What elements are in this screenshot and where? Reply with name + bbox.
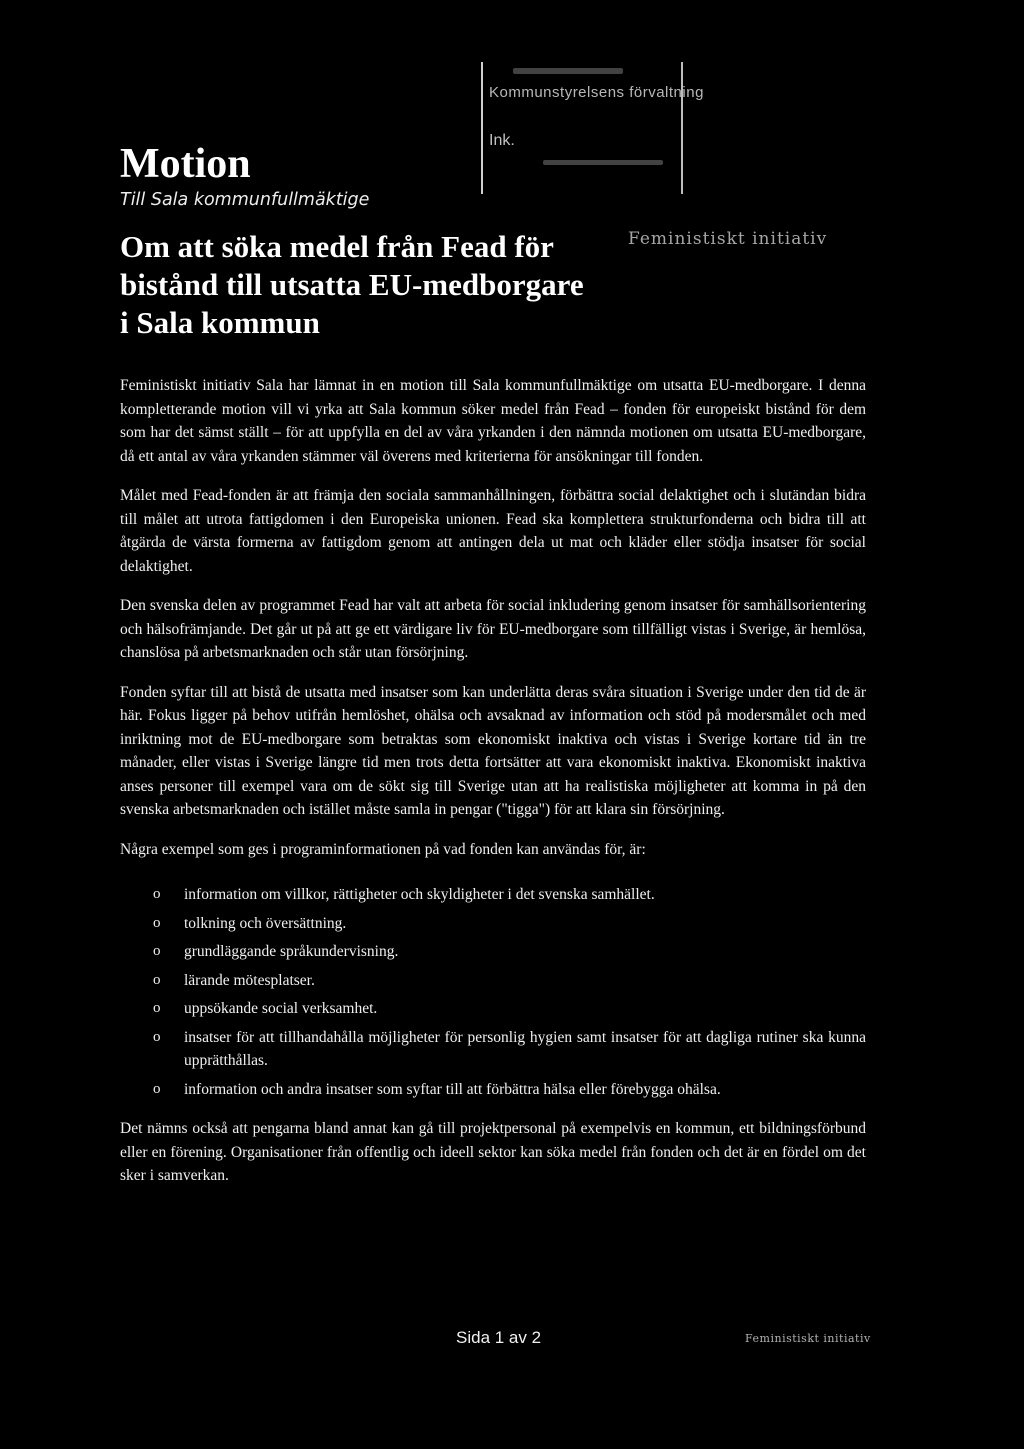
paragraph: Några exempel som ges i programinformationen på vad fonden kan användas för, är: [120, 840, 646, 858]
motion-body [120, 374, 866, 1204]
list-item-text: grundläggande språkundervisning. [184, 943, 399, 960]
paragraph: Feministiskt initiativ Sala har lämnat in en motion till Sala kommunfullmäktige om utsatta EU-medborgare. I denna kompletterande motion vill vi yrka att Sala kommun söker medel från Fead – fonden för europeiskt bistånd för dem som har det sämst ställt – för att uppfylla en del av våra yrkanden i den nämnda motionen om utsatta EU-medborgare, då ett antal av våra yrkanden stämmer väl överens med kriterierna för ansökningar till fonden. [120, 377, 866, 465]
list-item-text: information och andra insatser som syftar till att förbättra hälsa eller förebygga ohälsa. [184, 1080, 721, 1098]
bullet-icon: o [153, 1080, 161, 1097]
list-item [120, 883, 866, 907]
page-subtitle: Till Sala kommunfullmäktige [120, 190, 370, 210]
list-item-text: uppsökande social verksamhet. [184, 1000, 378, 1017]
page-title: Motion [120, 141, 251, 187]
list-item [120, 969, 866, 993]
list-item-text: insatser för att tillhandahålla möjligheter för personlig hygien samt insatser för att dagliga rutiner ska kunna upprätthållas. [184, 1028, 866, 1069]
bullet-icon: o [153, 886, 161, 902]
paragraph: Målet med Fead-fonden är att främja den sociala sammanhållningen, förbättra social delaktighet och i slutändan bidra till målet att utrota fattigdomen i den Europeiska unionen. Fead ska komplettera strukturfonderna och bidra till att åtgärda de värsta formerna av fattigdom genom att antingen dela ut mat och kläder eller stödja insatser för social delaktighet. [120, 487, 866, 575]
list-item [120, 940, 866, 964]
list-item [120, 1026, 866, 1073]
bullet-icon: o [153, 1028, 161, 1045]
bullet-icon: o [153, 971, 161, 988]
stamp-smudge [513, 68, 623, 74]
list-item-text: information om villkor, rättigheter och skyldigheter i det svenska samhället. [184, 886, 655, 903]
party-brand: Feministiskt initiativ [628, 229, 828, 249]
examples-list [120, 883, 866, 1101]
list-item [120, 1078, 866, 1102]
footer-brand: Feministiskt initiativ [745, 1332, 871, 1345]
stamp-smudge [543, 160, 663, 165]
paragraph: Den svenska delen av programmet Fead har valt att arbeta för social inkludering genom insatser för samhällsorientering och hälsofrämjande. Det går ut på att ge ett värdigare liv för EU-medborgare som tillfälligt vistas i Sverige, är hemlösa, chanslösa på arbetsmarknaden och står utan försörjning. [120, 597, 866, 661]
motion-heading: Om att söka medel från Fead för bistånd till utsatta EU-medborgare i Sala kommun [120, 229, 584, 340]
stamp-received-label: Ink. [489, 132, 515, 149]
received-stamp [481, 62, 704, 194]
closing-paragraph: Det nämns också att pengarna bland annat kan gå till projektpersonal på exempelvis en kommun, ett bildningsförbund eller en förening. Organisationer från offentlig och ideell sektor kan söka medel från fonden och det är en fördel om det sker i samverkan. [120, 1120, 866, 1184]
list-item [120, 912, 866, 936]
stamp-office-text: Kommunstyrelsens förvaltning [489, 84, 704, 101]
bullet-icon: o [153, 1000, 161, 1016]
list-item-text: tolkning och översättning. [184, 914, 347, 932]
bullet-icon: o [153, 914, 161, 931]
page-number: Sida 1 av 2 [456, 1328, 542, 1347]
list-item-text: lärande mötesplatser. [184, 971, 315, 989]
paragraph: Fonden syftar till att bistå de utsatta med insatser som kan underlätta deras svåra situation i Sverige under den tid de är här. Fokus ligger på behov utifrån hemlöshet, ohälsa och avsaknad av information och stöd på modersmålet och med inriktning mot de EU-medborgare som betraktas som ekonomiskt inaktiva och vistas i Sverige kortare tid än tre månader, eller vistas i Sverige längre tid men trots detta fortsätter att vara ekonomiskt inaktiva. Ekonomiskt inaktiva anses personer till exempel vara om de sökt sig till Sverige utan att ha realistiska möjligheter att komma in på den svenska arbetsmarknaden och istället måste samla in pengar ("tigga") för att klara sin försörjning. [120, 683, 866, 818]
list-item [120, 997, 866, 1021]
bullet-icon: o [153, 943, 161, 959]
